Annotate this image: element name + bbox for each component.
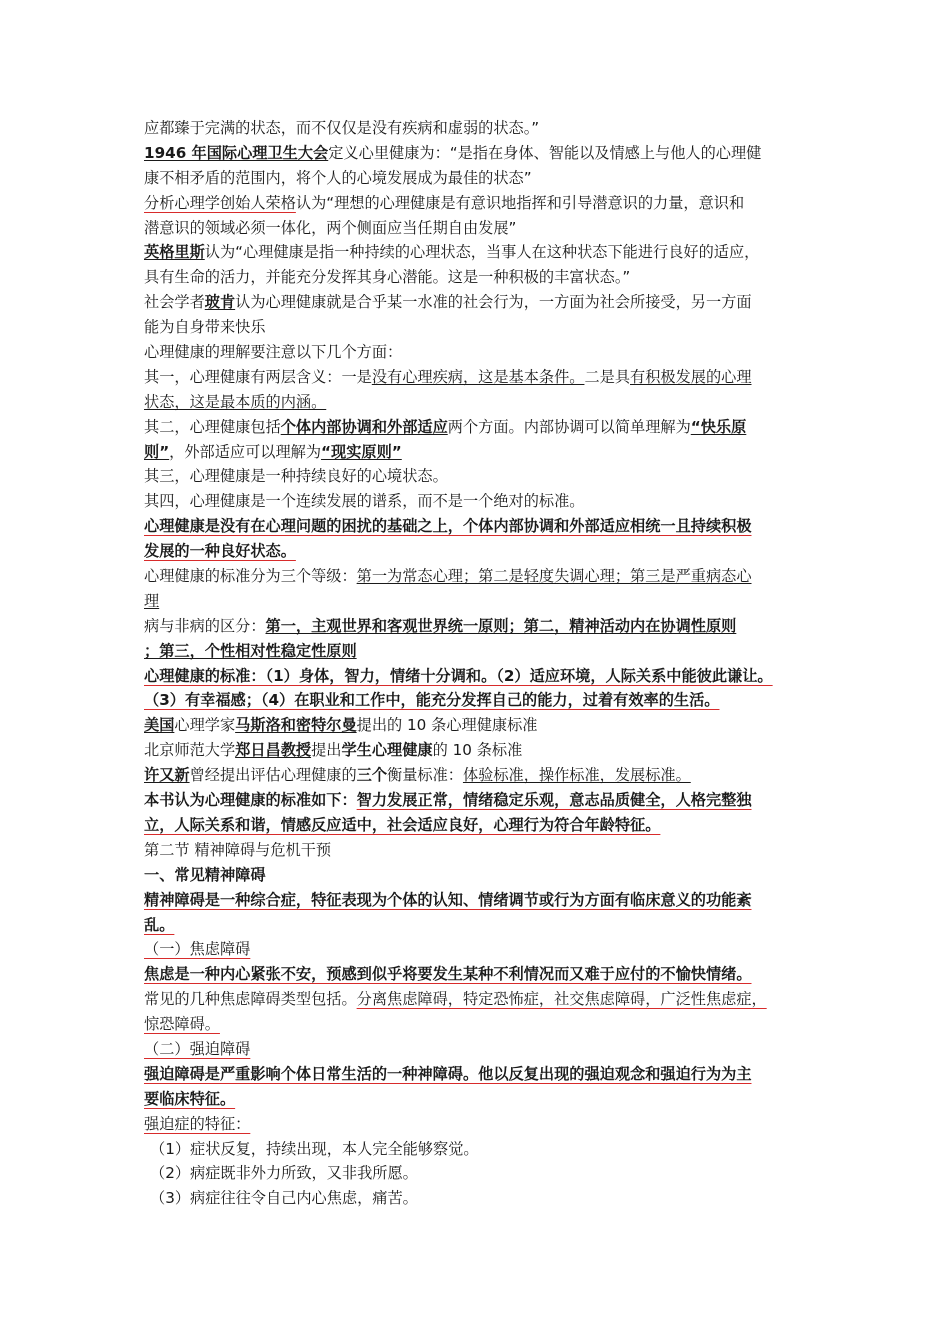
text-run: 认为“心理健康是指一种持续的心理状态，当事人在这种状态下能进行良好的适应， [204,243,760,262]
text-run: 认为“理想的心理健康是有意识地指挥和引导潜意识的力量，意识和 [295,193,745,212]
text-run: 能为自身带来快乐 [144,318,266,337]
text-run: 衡量标准： [387,766,463,785]
text-run: （1）症状反复，持续出现，本人完全能够察觉。 [150,1139,479,1158]
text-run: 二是具 [584,367,630,386]
body-text [144,116,810,1211]
text-run: 社会学者 [144,293,205,312]
definition-text: 立，人际关系和谐，情感反应适中，社会适应良好，心理行为符合年龄特征。 [144,815,661,834]
text-run: 认为心理健康就是合乎某一水准的社会行为，一方面为社会所接受，另一方面 [235,293,752,312]
key-term: 个体内部协调和外部适应 [280,417,448,436]
text-line [144,1112,810,1137]
definition-text: 心理健康是没有在心理问题的困扰的基础之上，个体内部协调和外部适应相统一且持续积极 [144,517,752,536]
text-run: 第二节 精神障碍与危机干预 [144,840,332,859]
text-line [144,290,810,315]
text-line [144,415,810,440]
text-run: 心理健康的标准分为三个等级： [144,567,357,586]
text-line [144,539,810,564]
key-term: “现实原则” [321,442,402,461]
text-run: 心理健康的理解要注意以下几个方面： [144,343,403,362]
text-line [144,813,810,838]
underlined-text: 没有心理疾病，这是基本条件。 [371,367,585,386]
key-term: 三个 [356,766,387,785]
text-line [144,1012,810,1037]
person-name: 郑日昌教授 [235,741,312,760]
text-run: 其二，心理健康包括 [144,417,281,436]
text-line [144,763,810,788]
section-heading [144,838,810,863]
text-line [144,514,810,539]
text-run: 北京师范大学 [144,741,236,760]
underlined-text: （一）焦虑障碍 [144,940,251,959]
text-line [144,888,810,913]
definition-text: 要临床特征。 [144,1089,236,1108]
text-run: 提出的 10 条心理健康标准 [356,716,538,735]
key-term: 本书认为心理健康的标准如下： [144,791,357,810]
text-line [144,340,810,365]
text-line [144,564,810,589]
text-run: （2）病症既非外力所致，又非我所愿。 [150,1164,418,1183]
text-line [144,390,810,415]
underlined-text: 惊恐障碍。 [144,1015,220,1034]
key-term: 美国 [144,716,175,735]
org-name: 1946 年国际心理卫生大会 [144,143,329,162]
text-run: 的 10 条标准 [432,741,523,760]
text-line [144,1087,810,1112]
text-run: 一、常见精神障碍 [144,865,266,884]
text-line [144,191,810,216]
text-line [144,141,810,166]
person-name: 英格里斯 [144,243,205,262]
text-run: 心理学家 [174,716,236,735]
text-line [144,315,810,340]
key-term: ；第三，个性相对性稳定性原则 [144,641,357,660]
text-line [144,987,810,1012]
key-term: 第一，主观世界和客观世界统一原则；第二，精神活动内在协调性原则 [265,616,737,635]
text-line [144,240,810,265]
text-line [144,913,810,938]
text-line [144,614,810,639]
text-line [144,589,810,614]
text-line [144,489,810,514]
text-line [144,166,810,191]
underlined-text: 体验标准，操作标准，发展标准。 [462,766,691,785]
text-line [144,688,810,713]
text-run: 其一，心理健康有两层含义：一是 [144,367,372,386]
text-line [144,116,810,141]
definition-text: 智力发展正常，情绪稳定乐观，意志品质健全，人格完整独 [356,791,752,810]
text-line [144,962,810,987]
person-name: 马斯洛和密特尔曼 [235,716,357,735]
text-line [144,265,810,290]
person-name: 分析心理学创始人荣格 [144,193,296,212]
text-run: 病与非病的区分： [144,616,266,635]
text-line [144,664,810,689]
text-run: 应都臻于完满的状态，而不仅仅是没有疾病和虚弱的状态。” [144,119,540,137]
text-line [144,440,810,465]
text-line [144,639,810,664]
subsection-heading [144,1037,810,1062]
person-name: 玻肯 [204,293,236,312]
text-run: 曾经提出评估心理健康的 [189,766,357,785]
underlined-text: 有积极发展的心理 [630,367,752,386]
text-run: 其三，心理健康是一种持续良好的心境状态。 [144,467,448,486]
text-line [144,788,810,813]
key-term: 学生心理健康 [341,741,433,760]
text-run: 潜意识的领域必须一体化，两个侧面应当任期自由发展” [144,218,517,237]
underlined-text: 强迫症的特征： [144,1114,251,1133]
text-run: 定义心里健康为：“是指在身体、智能以及情感上与他人的心理健 [328,143,762,162]
text-line [144,738,810,763]
key-term: “快乐原 [690,417,747,436]
person-name: 许又新 [144,766,190,785]
underlined-text: 分离焦虑障碍，特定恐怖症，社交焦虑障碍，广泛性焦虑症， [356,990,767,1009]
text-line [144,365,810,390]
definition-text: （3）有幸福感；（4）在职业和工作中，能充分发挥自己的能力，过着有效率的生活。 [144,691,720,710]
definition-text: 发展的一种良好状态。 [144,542,296,561]
underlined-text: 状态，这是最本质的内涵。 [144,392,327,411]
text-run: 其四，心理健康是一个连续发展的谱系，而不是一个绝对的标准。 [144,492,585,511]
key-term: 则” [144,442,170,461]
text-run: ，外部适应可以理解为 [169,442,322,461]
definition-text: 乱。 [144,915,175,934]
definition-text: 心理健康的标准：（1）身体，智力，情绪十分调和。（2）适应环境，人际关系中能彼此谦让。 [144,666,773,685]
text-run: 提出 [311,741,342,760]
list-item [144,1137,810,1162]
subsection-heading [144,863,810,888]
underlined-text: 理 [144,591,160,610]
definition-text: 精神障碍是一种综合症，特征表现为个体的认知、情绪调节或行为方面有临床意义的功能紊 [144,890,752,909]
text-run: 康不相矛盾的范围内，将个人的心境发展成为最佳的状态” [144,168,532,187]
text-line [144,713,810,738]
text-run: 常见的几种焦虑障碍类型包括。 [144,990,357,1009]
text-line [144,216,810,241]
text-line [144,1062,810,1087]
subsection-heading [144,937,810,962]
text-run: 具有生命的活力，并能充分发挥其身心潜能。这是一种积极的丰富状态。” [144,268,631,287]
list-item [144,1186,810,1211]
definition-text: 焦虑是一种内心紧张不安，预感到似乎将要发生某种不利情况而又难于应付的不愉快情绪。 [144,965,752,984]
list-item [144,1161,810,1186]
text-run: （3）病症往往令自己内心焦虑，痛苦。 [150,1189,418,1208]
underlined-text: （二）强迫障碍 [144,1039,251,1058]
underlined-text: 第一为常态心理；第二是轻度失调心理；第三是严重病态心 [356,567,752,586]
definition-text: 强迫障碍是严重影响个体日常生活的一种神障碍。他以反复出现的强迫观念和强迫行为为主 [144,1064,752,1083]
text-run: 两个方面。内部协调可以简单理解为 [447,417,691,436]
text-line [144,464,810,489]
